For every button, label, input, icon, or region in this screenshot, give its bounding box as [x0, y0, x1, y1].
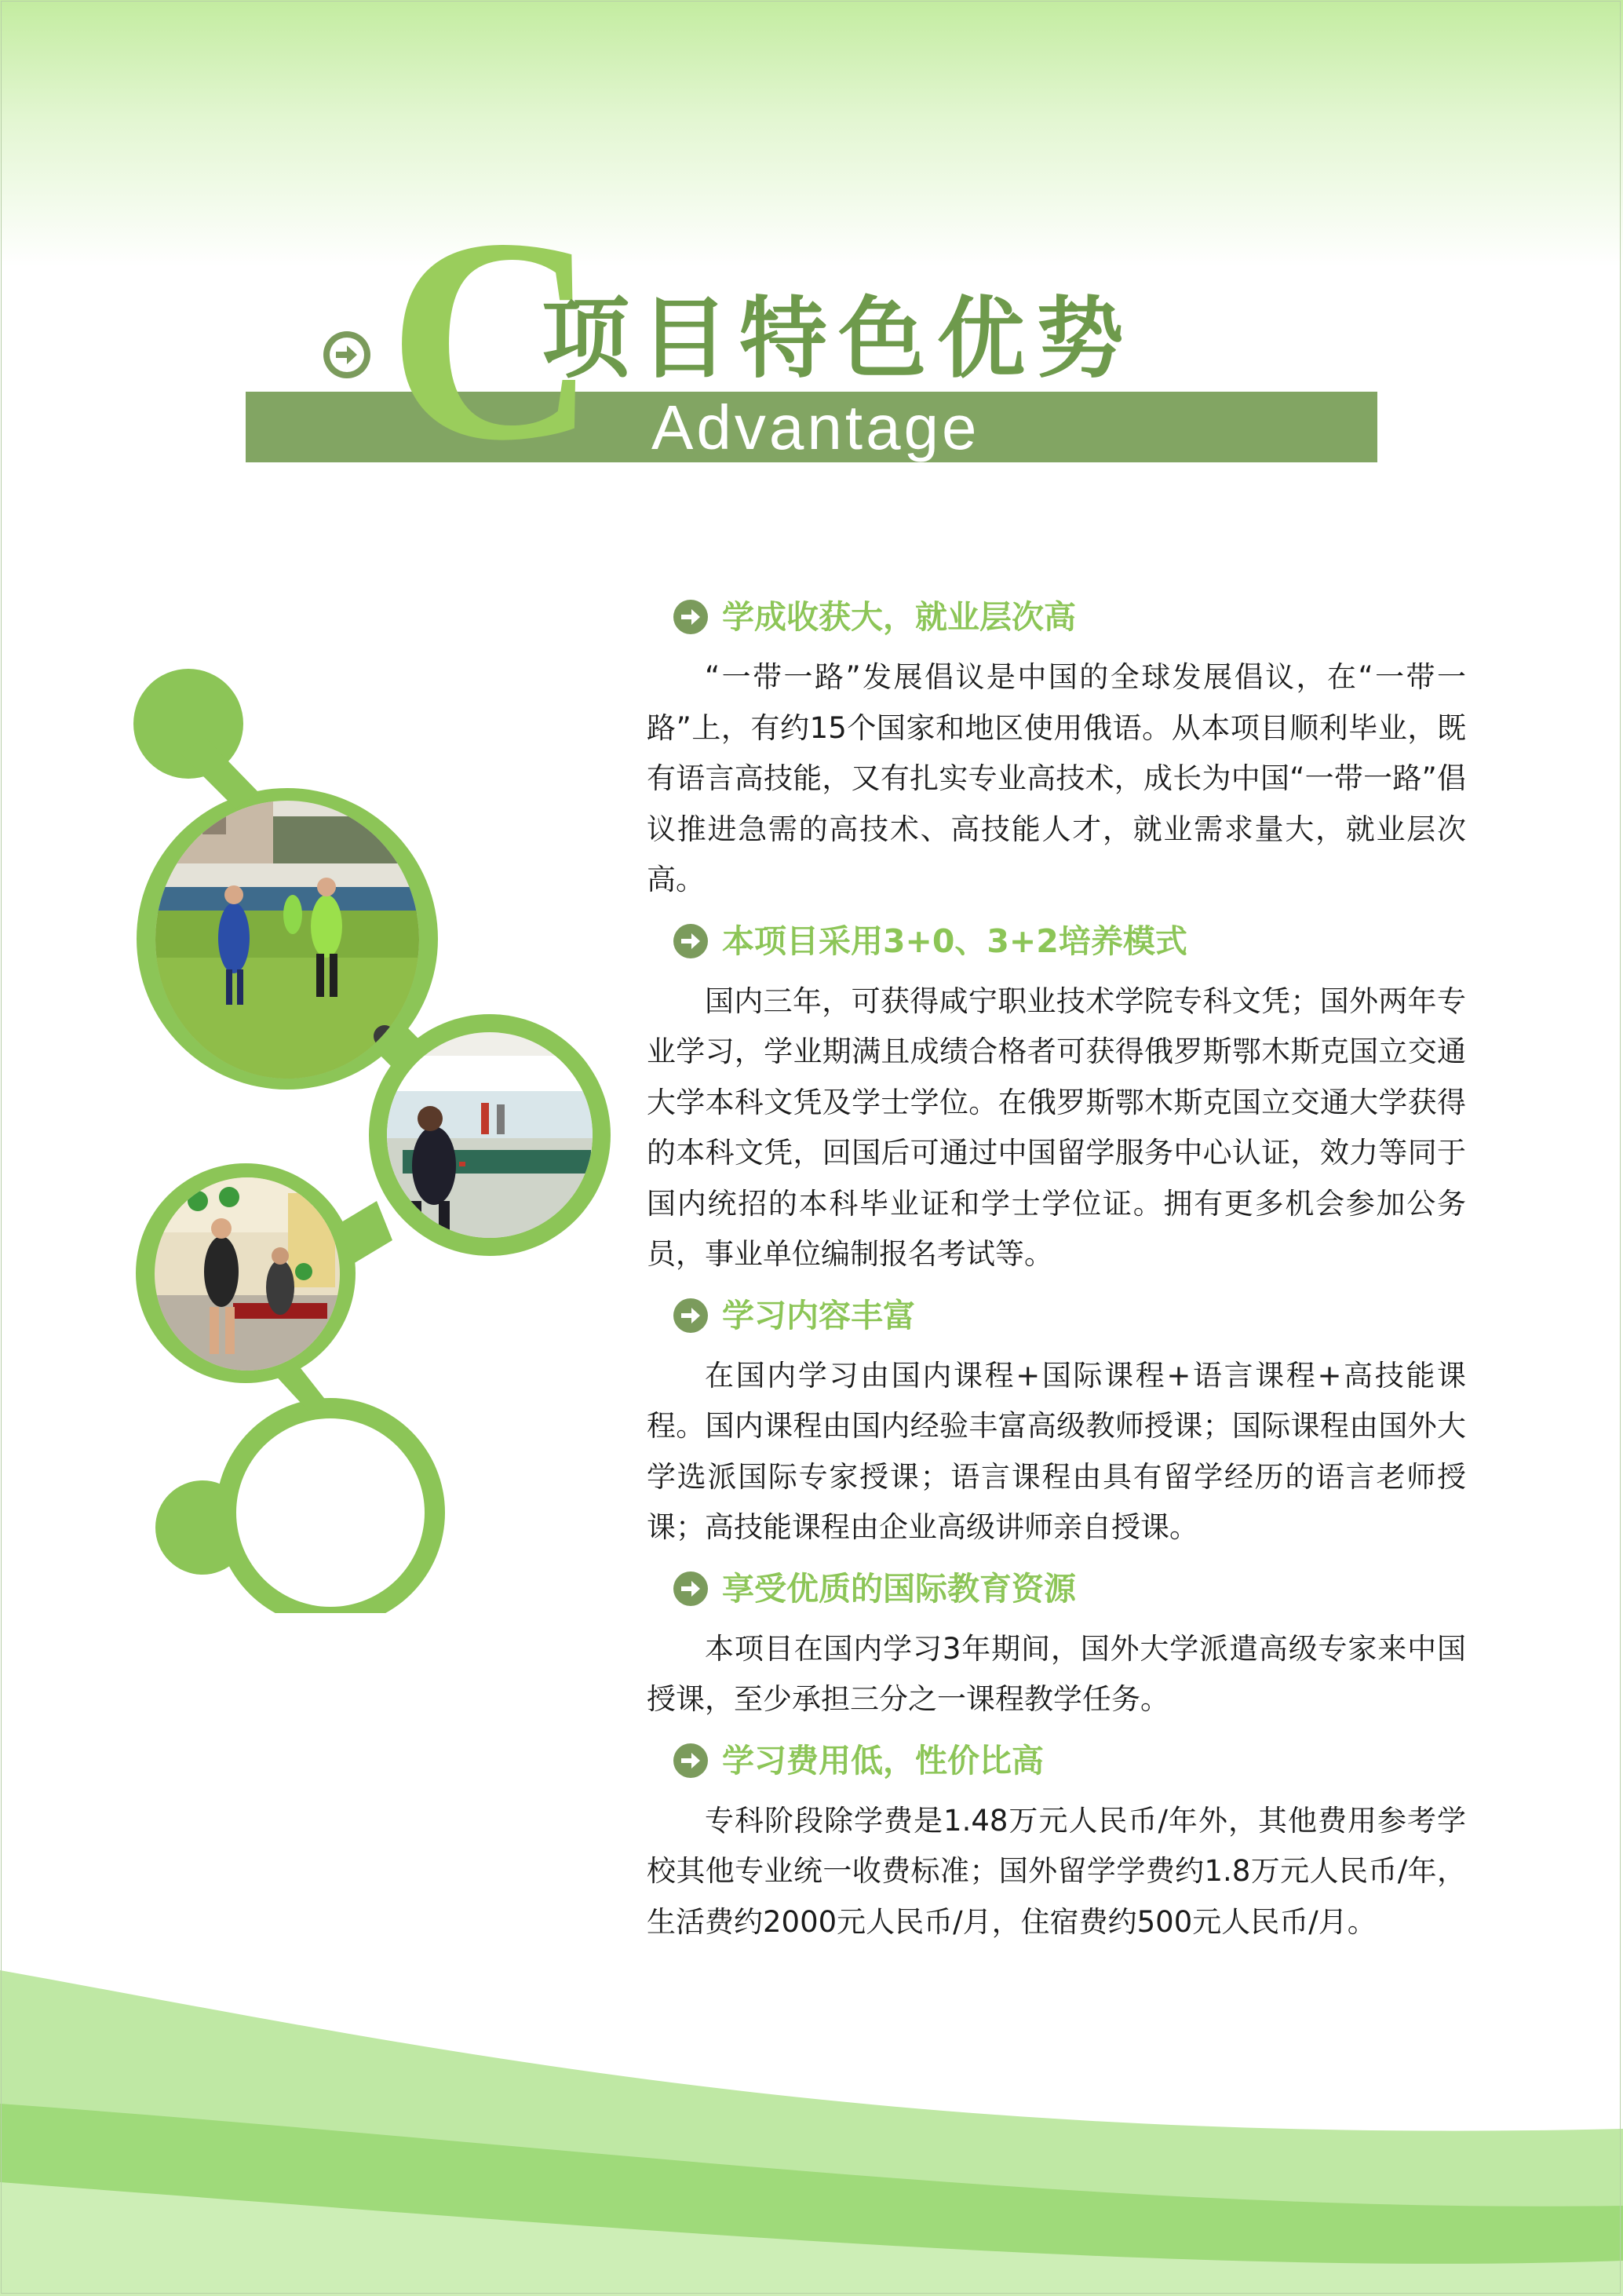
photo-kettlebell-training	[155, 1177, 340, 1371]
section-paragraph: 本项目在国内学习3年期间，国外大学派遣高级专家来中国授课，至少承担三分之一课程教学任务。	[647, 1631, 1466, 1716]
section-title: 本项目采用3+0、3+2培养模式	[722, 922, 1187, 960]
arrow-right-circle-icon	[323, 330, 371, 379]
section-title: 学成收获大，就业层次高	[722, 598, 1076, 636]
section-resources	[647, 1564, 1466, 1725]
arrow-right-circle-icon	[673, 1298, 708, 1333]
section-paragraph: 专科阶段除学费是1.48万元人民币/年外，其他费用参考学校其他专业统一收费标准；国外留学学费约1.8万元人民币/年，生活费约2000元人民币/月，住宿费约500元人民币/月。	[647, 1803, 1466, 1939]
section-career	[647, 593, 1466, 906]
decorative-letter-c: C	[388, 179, 598, 501]
section-title: 学习内容丰富	[722, 1296, 915, 1334]
page-title: 项目特色优势	[542, 287, 1135, 390]
section-heading	[647, 917, 1466, 965]
section-paragraph: 在国内学习由国内课程+国际课程+语言课程+高技能课程。国内课程由国内经验丰富高级教师授课；国际课程由国外大学选派国际专家授课；语言课程由具有留学经历的语言老师授课；高技能课程由企业高级讲师亲自授课。	[647, 1358, 1466, 1544]
bottom-green-wave	[0, 1947, 1623, 2296]
section-heading	[647, 1291, 1466, 1340]
section-heading	[647, 593, 1466, 641]
section-title: 学习费用低，性价比高	[722, 1741, 1044, 1779]
section-title: 享受优质的国际教育资源	[722, 1569, 1076, 1608]
section-curriculum	[647, 1291, 1466, 1553]
section-paragraph: 国内三年，可获得咸宁职业技术学院专科文凭；国外两年专业学习，学业期满且成绩合格者可获得俄罗斯鄂木斯克国立交通大学本科文凭及学士学位。在俄罗斯鄂木斯克国立交通大学获得的本科文凭，回国后可通过中国留学服务中心认证，效力等同于国内统招的本科毕业证和学士学位证。拥有更多机会参加公务员，事业单位编制报名考试等。	[647, 984, 1466, 1271]
arrow-right-circle-icon	[673, 1743, 708, 1778]
section-training-model	[647, 917, 1466, 1280]
top-gradient-background	[0, 0, 1623, 267]
section-costs	[647, 1736, 1466, 1948]
arrow-right-circle-icon	[673, 1571, 708, 1606]
section-heading	[647, 1736, 1466, 1785]
section-paragraph: “一带一路”发展倡议是中国的全球发展倡议，在“一带一路”上，有约15个国家和地区使用俄语。从本项目顺利毕业，既有语言高技能，又有扎实专业高技术，成长为中国“一带一路”倡议推进急需的高技术、高技能人才，就业需求量大，就业层次高。	[647, 660, 1466, 896]
arrow-right-circle-icon	[673, 600, 708, 634]
arrow-right-circle-icon	[673, 924, 708, 958]
photo-football-players	[155, 801, 419, 1079]
photo-table-tennis	[387, 1032, 593, 1238]
content-column	[647, 593, 1466, 1947]
section-heading	[647, 1564, 1466, 1613]
page-subtitle: Advantage	[651, 392, 980, 462]
